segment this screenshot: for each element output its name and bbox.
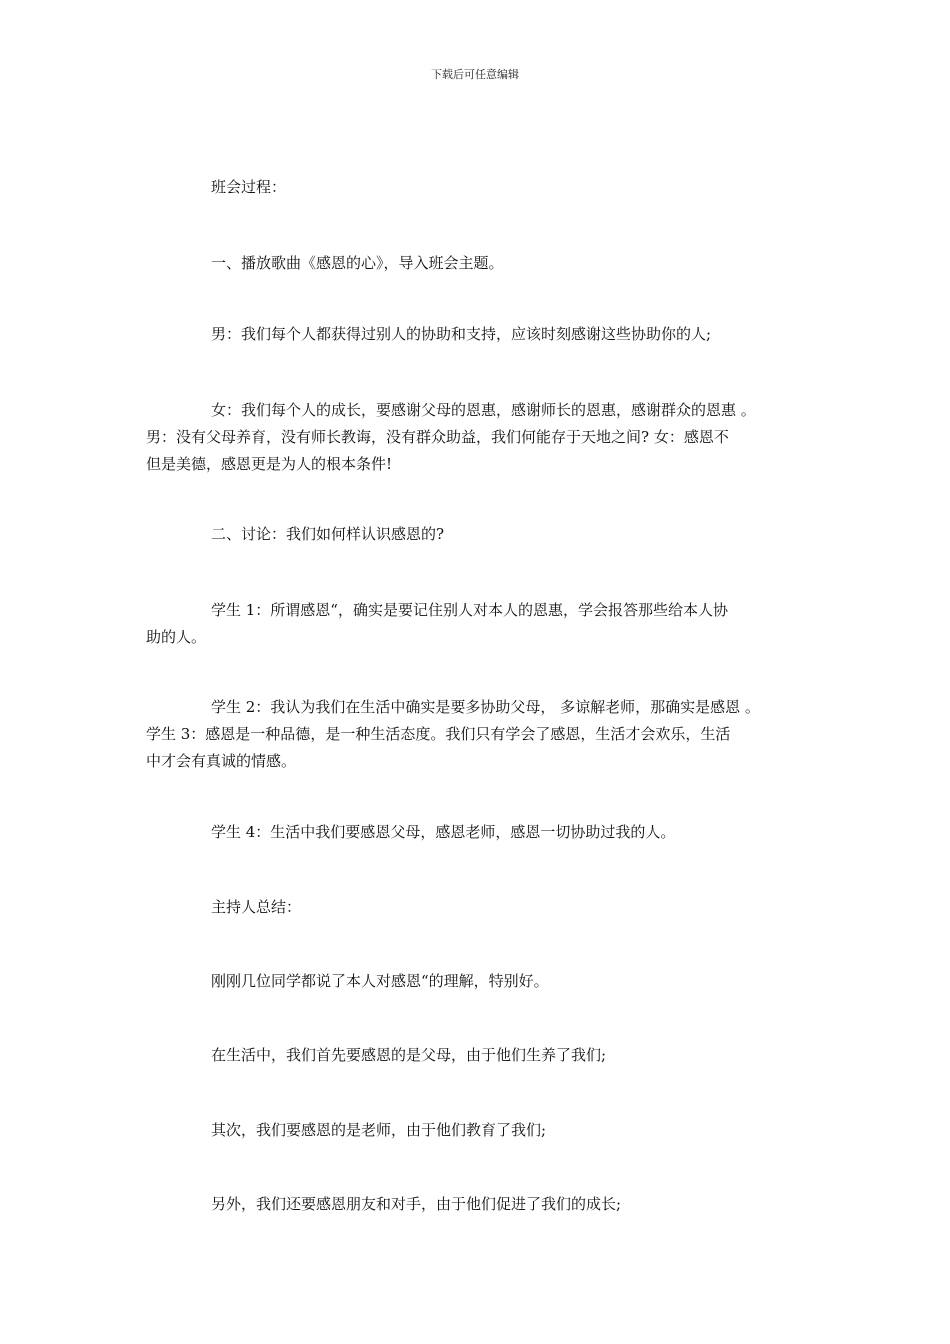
paragraph-song-intro: 一、播放歌曲《感恩的心》，导入班会主题。 (211, 254, 504, 272)
paragraph-summary-4: 另外，我们还要感恩朋友和对手，由于他们促进了我们的成长; (211, 1195, 622, 1213)
dialogue-line-2: 男：没有父母养育，没有师长教诲，没有群众助益，我们何能存于天地之间? 女：感恩不 (146, 428, 729, 446)
student-2-line-1: 学生 2：我认为我们在生活中确实是要多协助父母， 多谅解老师，那确实是感恩 。 (211, 698, 760, 716)
paragraph-host-summary-title: 主持人总结： (211, 898, 302, 916)
paragraph-female-male-dialogue (146, 397, 826, 478)
paragraph-process-title: 班会过程： (211, 178, 287, 196)
paragraph-student-4: 学生 4：生活中我们要感恩父母，感恩老师，感恩一切协助过我的人。 (211, 823, 676, 841)
paragraph-student-1 (146, 597, 826, 651)
student-3-line-1: 学生 3：感恩是一种品德，是一种生活态度。我们只有学会了感恩，生活才会欢乐，生活 (146, 725, 731, 743)
paragraph-male-line: 男：我们每个人都获得过别人的协助和支持，应该时刻感谢这些协助你的人; (211, 325, 712, 343)
student-1-line-2: 助的人。 (146, 628, 207, 646)
page-header-note: 下载后可任意编辑 (431, 68, 519, 81)
dialogue-line-3: 但是美德，感恩更是为人的根本条件! (146, 455, 393, 473)
student-3-line-2: 中才会有真诚的情感。 (146, 752, 297, 770)
dialogue-line-1: 女：我们每个人的成长，要感谢父母的恩惠，感谢师长的恩惠，感谢群众的恩惠 。 (211, 401, 756, 419)
paragraph-student-2-3 (146, 694, 826, 775)
paragraph-summary-2: 在生活中，我们首先要感恩的是父母，由于他们生养了我们; (211, 1046, 607, 1064)
paragraph-summary-3: 其次，我们要感恩的是老师，由于他们教育了我们; (211, 1121, 547, 1139)
paragraph-discussion-heading: 二、讨论：我们如何样认识感恩的? (211, 525, 445, 543)
paragraph-summary-1: 刚刚几位同学都说了本人对感恩“的理解，特别好。 (211, 972, 549, 990)
student-1-line-1: 学生 1：所谓感恩“，确实是要记住别人对本人的恩惠，学会报答那些给本人协 (211, 601, 728, 619)
